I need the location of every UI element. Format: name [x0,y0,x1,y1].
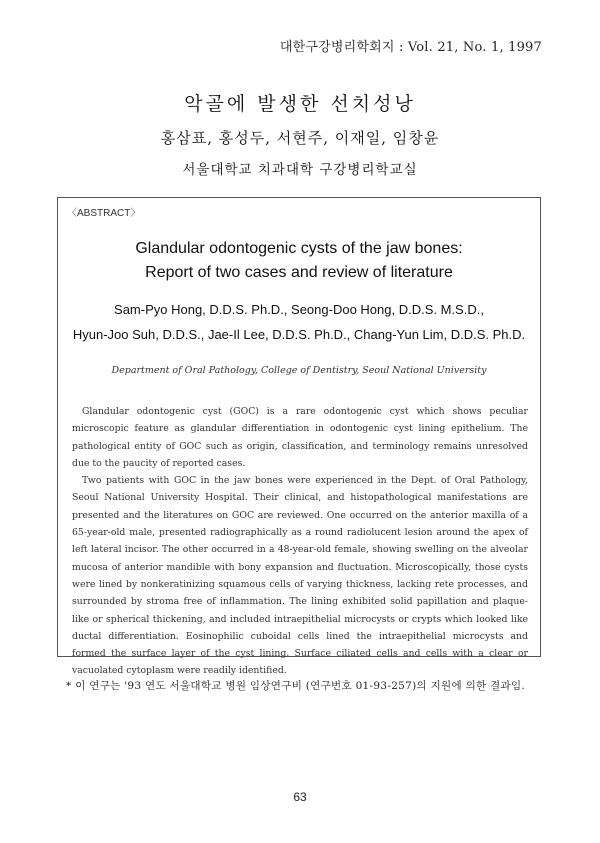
abstract-box [57,197,541,677]
journal-header: 대한구강병리학회지 : Vol. 21, No. 1, 1997 [279,40,542,55]
english-authors-line2: Hyun-Joo Suh, D.D.S., Jae-Il Lee, D.D.S. Ph.D., Chang-Yun Lim, D.D.S. Ph.D. [72,327,526,342]
department: Department of Oral Pathology, College of Dentistry, Seoul National University [111,365,487,376]
page-number: 63 [293,790,307,804]
abstract-body [72,403,528,680]
english-title-line1: Glandular odontogenic cysts of the jaw bones: [135,240,463,257]
english-title-line2: Report of two cases and review of literature [145,264,453,281]
abstract-paragraph-1: Glandular odontogenic cyst (GOC) is a rare odontogenic cyst which shows peculiar microscopic feature as glandular differentiation in odontogenic cyst lining epithelium. The pathological entity of GOC such as origin, classification, and terminology remains unresolved due to the paucity of reported cases. [72,406,528,469]
korean-title: 악골에 발생한 선치성낭 [184,93,416,115]
korean-authors: 홍삼표, 홍성두, 서현주, 이재일, 임창윤 [160,129,440,147]
korean-affiliation: 서울대학교 치과대학 구강병리학교실 [182,162,418,178]
abstract-label: 〈ABSTRACT〉 [67,208,141,219]
funding-footnote: * 이 연구는 '93 연도 서울대학교 병원 임상연구비 (연구번호 01-93-257)의 지원에 의한 결과임. [66,680,526,692]
abstract-paragraph-2: Two patients with GOC in the jaw bones were experienced in the Dept. of Oral Pathology, Seoul National University Hospital. Their clinical, and histopathological manifestations are presented and the literatures on GOC are reviewed. One occurred on the anterior maxilla of a 65-year-old male, presented radiographically as a round radiolucent lesion around the apex of left lateral incisor. The other occurred in a 48-year-old female, showing swelling on the alveolar mucosa of anterior mandible with bony expansion and fluctuation. Microscopically, those cysts were lined by nonkeratinizing squamous cells of varying thickness, lacking rete processes, and surrounded by stroma free of inflammation. The lining exhibited solid papillation and plaque-like or spherical thickening, and included intraepithelial microcysts or crypts which looked like ductal differentiation. Eosinophilic cuboidal cells lined the intraepithelial microcysts and formed the surface layer of the cyst lining. Surface ciliated cells and cells with a clear or vacuolated cytoplasm were readily identified. [72,475,528,677]
english-authors-line1: Sam-Pyo Hong, D.D.S. Ph.D., Seong-Doo Hong, D.D.S. M.S.D., [114,302,484,317]
